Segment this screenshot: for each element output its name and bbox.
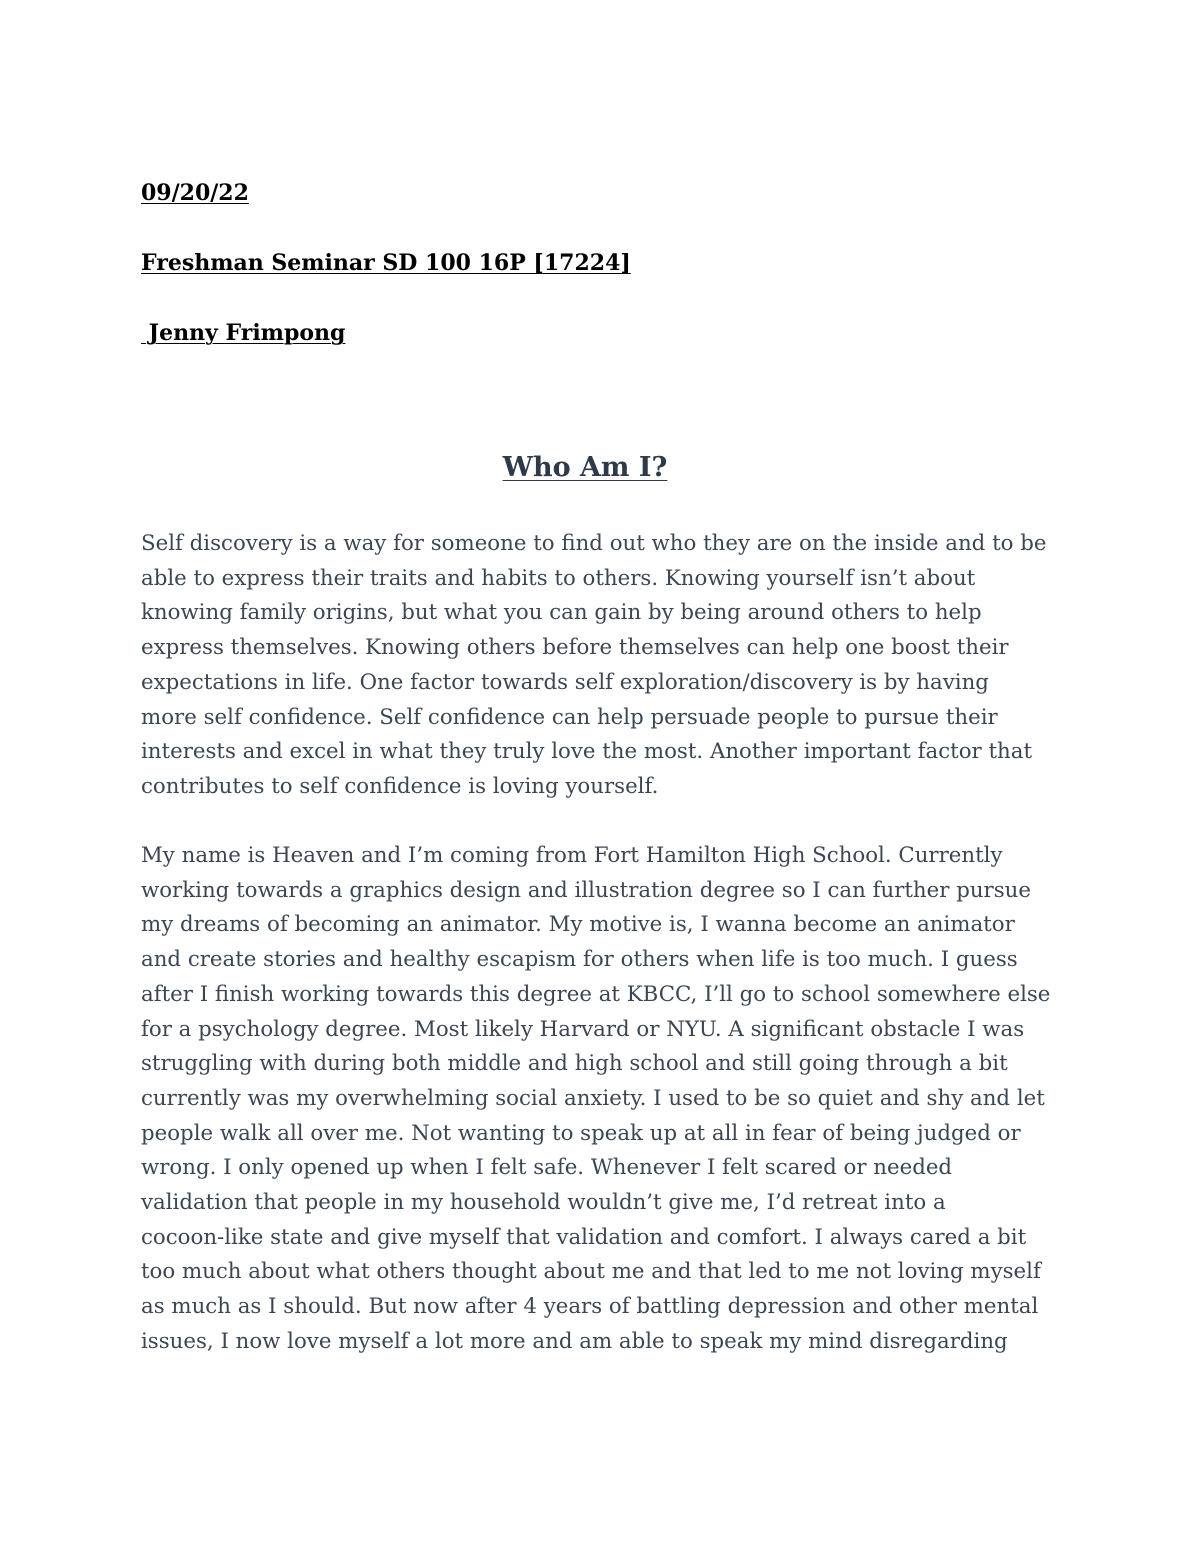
paragraph-line: knowing family origins, but what you can gain by being around others to help [141,600,982,626]
paragraph-line: interests and excel in what they truly love the most. Another important factor that [141,739,1032,765]
essay-title: Who Am I? [502,452,668,483]
paragraph-line: and create stories and healthy escapism for others when life is too much. I guess [141,947,1018,973]
paragraph-line: cocoon-like state and give myself that validation and comfort. I always cared a bit [141,1224,1027,1250]
paragraph-line: for a psychology degree. Most likely Harvard or NYU. A significant obstacle I was [141,1016,1025,1042]
essay-paragraph-1 [141,527,1061,805]
paragraph-line: people walk all over me. Not wanting to speak up at all in fear of being judged or [141,1120,1021,1146]
paragraph-line: issues, I now love myself a lot more and am able to speak my mind disregarding [141,1328,1008,1354]
paragraph-line: validation that people in my household wouldn’t give me, I’d retreat into a [141,1190,946,1216]
paragraph-line: currently was my overwhelming social anxiety. I used to be so quiet and shy and let [141,1085,1045,1111]
paragraph-line: as much as I should. But now after 4 years of battling depression and other mental [141,1294,1039,1320]
paragraph-line: my dreams of becoming an animator. My motive is, I wanna become an animator [141,912,1015,938]
course-name: Freshman Seminar SD 100 16P [17224] [141,250,631,276]
paragraph-line: expectations in life. One factor towards self exploration/discovery is by having [141,669,989,695]
paragraph-line: express themselves. Knowing others before themselves can help one boost their [141,635,1009,661]
paragraph-line: wrong. I only opened up when I felt safe. Whenever I felt scared or needed [141,1155,953,1181]
paragraph-line: working towards a graphics design and illustration degree so I can further pursue [141,877,1031,903]
paragraph-line: more self confidence. Self confidence can help persuade people to pursue their [141,704,998,730]
paragraph-line: Self discovery is a way for someone to find out who they are on the inside and to be [141,531,1047,556]
paragraph-line: struggling with during both middle and high school and still going through a bit [141,1051,1008,1077]
author-name: Jenny Frimpong [141,320,346,346]
paragraph-line: too much about what others thought about me and that led to me not loving myself [141,1259,1041,1285]
paragraph-line: after I finish working towards this degree at KBCC, I’ll go to school somewhere else [141,981,1051,1007]
essay-paragraph-2 [141,839,1061,1360]
paragraph-line: contributes to self confidence is loving yourself. [141,773,659,799]
paragraph-line: My name is Heaven and I’m coming from Fort Hamilton High School. Currently [141,843,1003,868]
document-date: 09/20/22 [141,180,249,206]
paragraph-line: able to express their traits and habits to others. Knowing yourself isn’t about [141,565,976,591]
